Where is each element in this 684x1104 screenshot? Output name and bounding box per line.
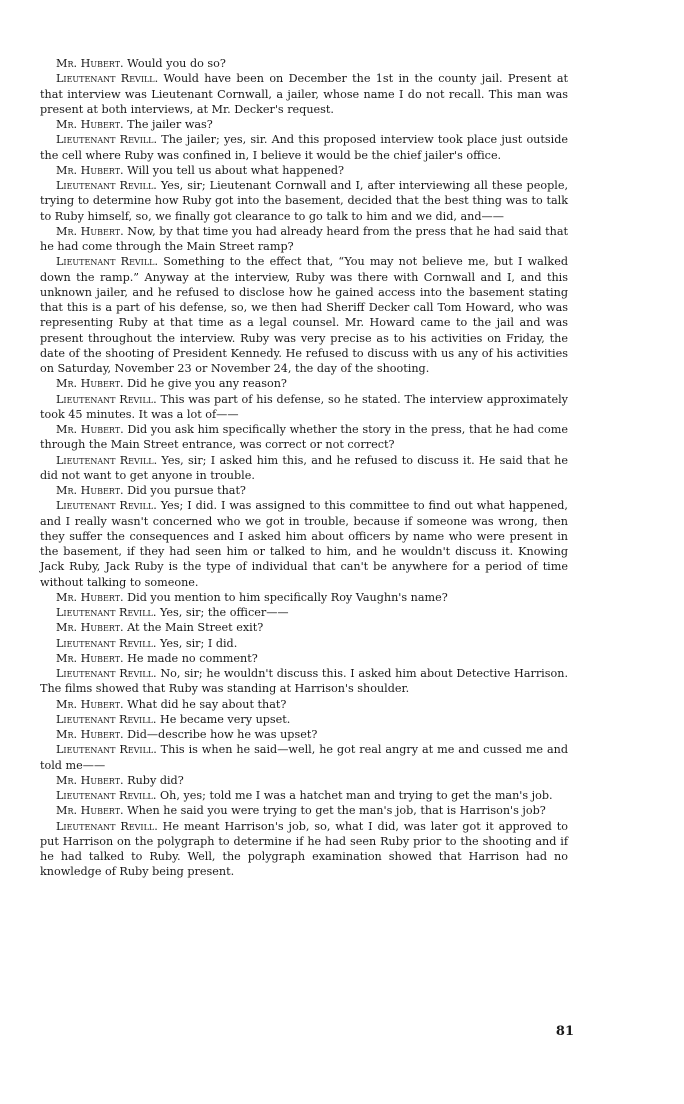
testimony-text-column bbox=[40, 56, 568, 880]
testimony-paragraph bbox=[40, 620, 568, 635]
paragraph-text: Did you ask him specifically whether the story in the press, that he had come through the Main Street entrance, was correct or not correct? bbox=[40, 423, 568, 452]
testimony-paragraph bbox=[40, 422, 568, 453]
speaker-name: Lieutenant Revill. bbox=[56, 789, 157, 802]
speaker-name: Mr. Hubert. bbox=[56, 377, 124, 391]
speaker-name: Lieutenant Revill. bbox=[56, 667, 157, 680]
speaker-name: Mr. Hubert. bbox=[56, 590, 124, 604]
testimony-paragraph bbox=[40, 483, 568, 498]
testimony-paragraph bbox=[40, 376, 568, 391]
testimony-paragraph bbox=[40, 254, 568, 376]
speaker-name: Lieutenant Revill. bbox=[56, 392, 157, 406]
testimony-paragraph bbox=[40, 788, 568, 803]
testimony-paragraph bbox=[40, 132, 568, 163]
testimony-paragraph bbox=[40, 498, 568, 590]
testimony-paragraph bbox=[40, 803, 568, 818]
testimony-paragraph bbox=[40, 651, 568, 666]
speaker-name: Lieutenant Revill. bbox=[56, 453, 158, 467]
paragraph-text: Would you do so? bbox=[123, 57, 226, 70]
testimony-paragraph bbox=[40, 392, 568, 423]
paragraph-text: Yes, sir; Lieutenant Cornwall and I, after interviewing all these people, trying to determine how Ruby got into the basement, decided that the best thing was to talk to Ruby himself, so, we finally got clearance to go talk to him and we did, and—— bbox=[40, 179, 568, 223]
paragraph-text: No, sir; he wouldn't discuss this. I asked him about Detective Harrison. The films showed that Ruby was standing at Harrison's shoulder. bbox=[40, 667, 568, 696]
testimony-paragraph bbox=[40, 117, 568, 132]
paragraph-text: Did—describe how he was upset? bbox=[123, 728, 318, 741]
speaker-name: Mr. Hubert. bbox=[56, 697, 124, 711]
paragraph-text: Yes, sir; I did. bbox=[156, 636, 238, 650]
paragraph-text: This is when he said—well, he got real angry at me and cussed me and told me—— bbox=[40, 743, 568, 772]
testimony-paragraph bbox=[40, 453, 568, 484]
paragraph-text: Would have been on December the 1st in the county jail. Present at that interview was Lieutenant Cornwall, a jailer, whose name I do not recall. This man was present at both interviews, at Mr. Decker's request. bbox=[40, 72, 568, 116]
speaker-name: Mr. Hubert. bbox=[56, 224, 124, 238]
paragraph-text: At the Main Street exit? bbox=[123, 621, 264, 635]
testimony-paragraph bbox=[40, 712, 568, 727]
testimony-paragraph bbox=[40, 727, 568, 742]
paragraph-text: Did you pursue that? bbox=[123, 484, 246, 497]
speaker-name: Mr. Hubert. bbox=[56, 163, 124, 177]
speaker-name: Lieutenant Revill. bbox=[56, 606, 157, 619]
testimony-paragraph bbox=[40, 178, 568, 224]
testimony-paragraph bbox=[40, 590, 568, 605]
paragraph-text: Yes; I did. I was assigned to this committee to find out what happened, and I really wasn't concerned who we got in trouble, because if someone was wrong, then they suffer the consequences and I asked him about officers by name who were present in the basement, if they had seen him or talked to him, and he wouldn't discuss it. Knowing Jack Ruby, Jack Ruby is the type of individual that can't be anywhere for a period of time without talking to someone. bbox=[40, 499, 568, 589]
testimony-paragraph bbox=[40, 697, 568, 712]
paragraph-text: When he said you were trying to get the man's job, that is Harrison's job? bbox=[123, 804, 546, 818]
paragraph-text: Yes, sir; I asked him this, and he refused to discuss it. He said that he did not want to get anyone in trouble. bbox=[40, 453, 568, 482]
speaker-name: Lieutenant Revill. bbox=[56, 72, 159, 86]
paragraph-text: Oh, yes; told me I was a hatchet man and trying to get the man's job. bbox=[156, 789, 553, 802]
paragraph-text: This was part of his defense, so he stated. The interview approximately took 45 minutes. It was a lot of—— bbox=[40, 392, 568, 421]
speaker-name: Lieutenant Revill. bbox=[56, 133, 158, 147]
testimony-paragraph bbox=[40, 605, 568, 620]
speaker-name: Mr. Hubert. bbox=[56, 484, 124, 497]
speaker-name: Mr. Hubert. bbox=[56, 773, 124, 787]
speaker-name: Lieutenant Revill. bbox=[56, 712, 157, 726]
speaker-name: Mr. Hubert. bbox=[56, 651, 124, 665]
testimony-paragraph bbox=[40, 666, 568, 697]
testimony-paragraph bbox=[40, 819, 568, 880]
speaker-name: Mr. Hubert. bbox=[56, 804, 124, 818]
testimony-paragraph bbox=[40, 56, 568, 71]
testimony-paragraph bbox=[40, 163, 568, 178]
testimony-paragraph bbox=[40, 224, 568, 255]
speaker-name: Lieutenant Revill. bbox=[56, 179, 157, 192]
speaker-name: Mr. Hubert. bbox=[56, 423, 124, 436]
speaker-name: Lieutenant Revill. bbox=[56, 255, 159, 269]
speaker-name: Mr. Hubert. bbox=[56, 57, 124, 70]
paragraph-text: Something to the effect that, “You may not believe me, but I walked down the ramp.” Anyway at the interview, Ruby was there with Cornwall and I, and this unknown jailer, and he refused to disclose how he gained access into the basement stating that this is a part of his defense, so, we then had Sheriff Decker call Tom Howard, who was representing Ruby at that time as a legal counsel. Mr. Howard came to the jail and was present throughout the interview. Ruby was very precise as to his activities on Friday, the date of the shooting of President Kennedy. He refused to discuss with us any of his activities on Saturday, November 23 or November 24, the day of the shooting. bbox=[40, 255, 568, 375]
testimony-paragraph bbox=[40, 773, 568, 788]
paragraph-text: He meant Harrison's job, so, what I did, was later got it approved to put Harrison on the polygraph to determine if he had seen Ruby prior to the shooting and if he had talked to Ruby. Well, the polygraph examination showed that Harrison had no knowledge of Ruby being present. bbox=[40, 819, 568, 879]
page-number: 81 bbox=[555, 1024, 574, 1039]
paragraph-text: Now, by that time you had already heard from the press that he had said that he had come through the Main Street ramp? bbox=[40, 224, 568, 253]
paragraph-text: He made no comment? bbox=[123, 651, 258, 665]
paragraph-text: What did he say about that? bbox=[123, 697, 287, 711]
speaker-name: Lieutenant Revill. bbox=[56, 499, 157, 513]
speaker-name: Lieutenant Revill. bbox=[56, 819, 158, 833]
speaker-name: Mr. Hubert. bbox=[56, 118, 124, 131]
paragraph-text: Ruby did? bbox=[123, 773, 184, 787]
speaker-name: Lieutenant Revill. bbox=[56, 636, 157, 650]
paragraph-text: Did he give you any reason? bbox=[123, 377, 287, 391]
testimony-paragraph bbox=[40, 742, 568, 773]
speaker-name: Lieutenant Revill. bbox=[56, 743, 157, 757]
speaker-name: Mr. Hubert. bbox=[56, 728, 124, 741]
testimony-paragraph bbox=[40, 71, 568, 117]
paragraph-text: Yes, sir; the officer—— bbox=[156, 606, 289, 619]
paragraph-text: The jailer was? bbox=[123, 118, 213, 131]
paragraph-text: Did you mention to him specifically Roy Vaughn's name? bbox=[123, 590, 448, 604]
paragraph-text: Will you tell us about what happened? bbox=[123, 163, 345, 177]
paragraph-text: He became very upset. bbox=[156, 712, 291, 726]
speaker-name: Mr. Hubert. bbox=[56, 621, 124, 635]
paragraph-text: The jailer; yes, sir. And this proposed interview took place just outside the cell where Ruby was confined in, I believe it would be the chief jailer's office. bbox=[40, 133, 568, 162]
testimony-paragraph bbox=[40, 636, 568, 651]
